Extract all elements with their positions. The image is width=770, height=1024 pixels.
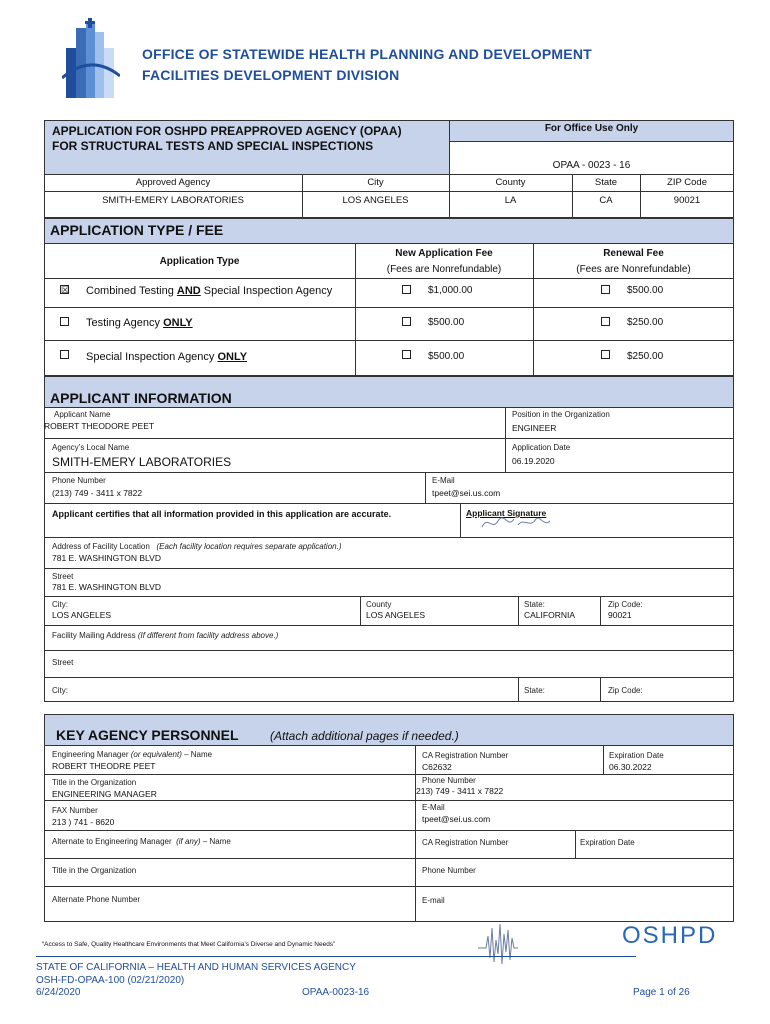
eng-phone-label: Phone Number	[422, 776, 476, 785]
val-zip: 90021	[673, 195, 701, 206]
mailing-street-label: Street	[52, 658, 74, 667]
county-label: County	[366, 600, 392, 609]
signature-image	[478, 513, 553, 533]
ca-registration-label: CA Registration Number	[422, 751, 509, 760]
eng-manager-name[interactable]: ROBERT THEODRE PEET	[52, 761, 156, 771]
col-new-fee: New Application Fee	[395, 248, 493, 259]
eng-phone-value[interactable]: 213) 749 - 3411 x 7822	[416, 786, 504, 796]
special-new-checkbox[interactable]	[402, 350, 411, 359]
facility-address-label: Address of Facility Location (Each facility location requires separate application.)	[52, 542, 342, 551]
testing-new-fee: $500.00	[428, 317, 465, 328]
application-date[interactable]: 06.19.2020	[512, 456, 555, 466]
position-label: Position in the Organization	[512, 410, 610, 419]
val-city: LOS ANGELES	[342, 195, 409, 206]
header-line1: OFFICE OF STATEWIDE HEALTH PLANNING AND DEVELOPMENT	[142, 46, 592, 62]
special-renew-checkbox[interactable]	[601, 350, 610, 359]
local-name-label: Agency’s Local Name	[52, 443, 130, 452]
state-value[interactable]: CALIFORNIA	[524, 610, 576, 620]
section-application-type: APPLICATION TYPE / FEE	[50, 222, 224, 238]
app-type-row-combined: Combined Testing AND Special Inspection Agency	[86, 285, 333, 297]
alt-email-label: E-mail	[422, 896, 445, 905]
col-approved-agency: Approved Agency	[135, 177, 211, 188]
mailing-state-label: State:	[524, 686, 545, 695]
section-key-agency-personnel: KEY AGENCY PERSONNEL	[56, 727, 239, 743]
app-type-row-special: Special Inspection Agency ONLY	[86, 351, 248, 363]
col-state: State	[594, 177, 618, 188]
opaa-number: OPAA - 0023 - 16	[552, 160, 631, 171]
street-label: Street	[52, 572, 74, 581]
mailing-zip-label: Zip Code:	[608, 686, 643, 695]
street-value[interactable]: 781 E. WASHINGTON BLVD	[52, 582, 161, 592]
combined-checkbox[interactable]: ☒	[61, 285, 70, 295]
footer-tagline: “Access to Safe, Quality Healthcare Environments that Meet California’s Diverse and Dynamic Needs”	[42, 941, 336, 948]
special-inspection-checkbox[interactable]	[60, 350, 69, 359]
mailing-city-label: City:	[52, 686, 68, 695]
phone-value[interactable]: (213) 749 - 3411 x 7822	[52, 488, 143, 498]
testing-new-checkbox[interactable]	[402, 317, 411, 326]
col-city: City	[367, 177, 384, 188]
eng-manager-label: Engineering Manager (or equivalent) – Name	[52, 750, 213, 759]
combined-new-checkbox[interactable]	[402, 285, 411, 294]
combined-renew-checkbox[interactable]	[601, 285, 610, 294]
oshpd-building-logo	[62, 18, 120, 98]
expiration-date[interactable]: 06.30.2022	[609, 762, 652, 772]
special-renew-fee: $250.00	[627, 351, 664, 362]
state-label: State:	[524, 600, 545, 609]
testing-checkbox[interactable]	[60, 317, 69, 326]
alt-title-label: Title in the Organization	[52, 866, 137, 875]
col-renewal-fee: Renewal Fee	[603, 248, 664, 259]
county-value[interactable]: LOS ANGELES	[366, 610, 426, 620]
val-state: CA	[599, 195, 613, 206]
application-date-label: Application Date	[512, 443, 571, 452]
certify-statement: Applicant certifies that all information provided in this application are accurate.	[52, 509, 392, 519]
mailing-address-label: Facility Mailing Address (If different from facility address above.)	[52, 631, 279, 640]
oshpd-logo-text: OSHPD	[622, 922, 718, 949]
val-county: LA	[504, 195, 517, 206]
combined-new-fee: $1,000.00	[428, 285, 473, 296]
expiration-date-label: Expiration Date	[609, 751, 664, 760]
header-line2: FACILITIES DEVELOPMENT DIVISION	[142, 67, 400, 83]
footer-agency: STATE OF CALIFORNIA – HEALTH AND HUMAN SERVICES AGENCY	[36, 962, 356, 973]
testing-renew-fee: $250.00	[627, 317, 664, 328]
col-county: County	[495, 177, 526, 188]
local-name-value[interactable]: SMITH-EMERY LABORATORIES	[52, 455, 232, 469]
footer-date: 6/24/2020	[36, 987, 81, 998]
alt-phone-label: Phone Number	[422, 866, 476, 875]
alt-expiration-label: Expiration Date	[580, 838, 635, 847]
ca-registration-number[interactable]: C62632	[422, 762, 452, 772]
footer-page-number: Page 1 of 26	[633, 987, 690, 998]
office-use-label: For Office Use Only	[544, 123, 639, 134]
email-value[interactable]: tpeet@sei.us.com	[432, 488, 501, 498]
fax-label: FAX Number	[52, 806, 98, 815]
special-new-fee: $500.00	[428, 351, 465, 362]
email-label: E-Mail	[432, 476, 455, 485]
section-applicant-information: APPLICANT INFORMATION	[50, 390, 232, 406]
phone-label: Phone Number	[52, 476, 106, 485]
col-new-fee-sub: (Fees are Nonrefundable)	[386, 264, 502, 275]
personnel-note: (Attach additional pages if needed.)	[270, 729, 459, 743]
zip-value[interactable]: 90021	[608, 610, 632, 620]
col-renewal-fee-sub: (Fees are Nonrefundable)	[576, 264, 691, 275]
eng-title-label: Title in the Organization	[52, 778, 137, 787]
form-title-line1: APPLICATION FOR OSHPD PREAPPROVED AGENCY (OPAA)	[52, 124, 402, 138]
testing-renew-checkbox[interactable]	[601, 317, 610, 326]
val-approved-agency: SMITH-EMERY LABORATORIES	[102, 195, 244, 206]
footer-form-number: OSH-FD-OPAA-100 (02/21/2020)	[36, 975, 185, 986]
applicant-name[interactable]: ROBERT THEODORE PEET	[44, 421, 155, 431]
col-application-type: Application Type	[159, 256, 240, 267]
eng-title-value[interactable]: ENGINEERING MANAGER	[52, 789, 157, 799]
app-type-row-testing: Testing Agency ONLY	[86, 317, 193, 329]
footer-rule	[36, 956, 636, 957]
footer-code: OPAA-0023-16	[302, 987, 370, 998]
alt-ca-registration-label: CA Registration Number	[422, 838, 509, 847]
waveform-icon	[478, 918, 578, 968]
combined-renew-fee: $500.00	[627, 285, 664, 296]
zip-label: Zip Code:	[608, 600, 643, 609]
signature-label: Applicant Signature	[466, 508, 547, 518]
facility-address[interactable]: 781 E. WASHINGTON BLVD	[52, 553, 161, 563]
fax-value[interactable]: 213 ) 741 - 8620	[52, 817, 115, 827]
eng-email-label: E-Mail	[422, 803, 445, 812]
form-title-line2: FOR STRUCTURAL TESTS AND SPECIAL INSPECTIONS	[52, 139, 374, 153]
city-label: City:	[52, 600, 68, 609]
applicant-name-label: Applicant Name	[54, 410, 111, 419]
city-value[interactable]: LOS ANGELES	[52, 610, 112, 620]
alt-alternate-phone-label: Alternate Phone Number	[52, 895, 141, 904]
position-value[interactable]: ENGINEER	[512, 423, 557, 433]
eng-email-value[interactable]: tpeet@sei.us.com	[422, 814, 491, 824]
alternate-manager-label: Alternate to Engineering Manager (if any) – Name	[52, 837, 231, 846]
col-zip: ZIP Code	[667, 177, 707, 188]
